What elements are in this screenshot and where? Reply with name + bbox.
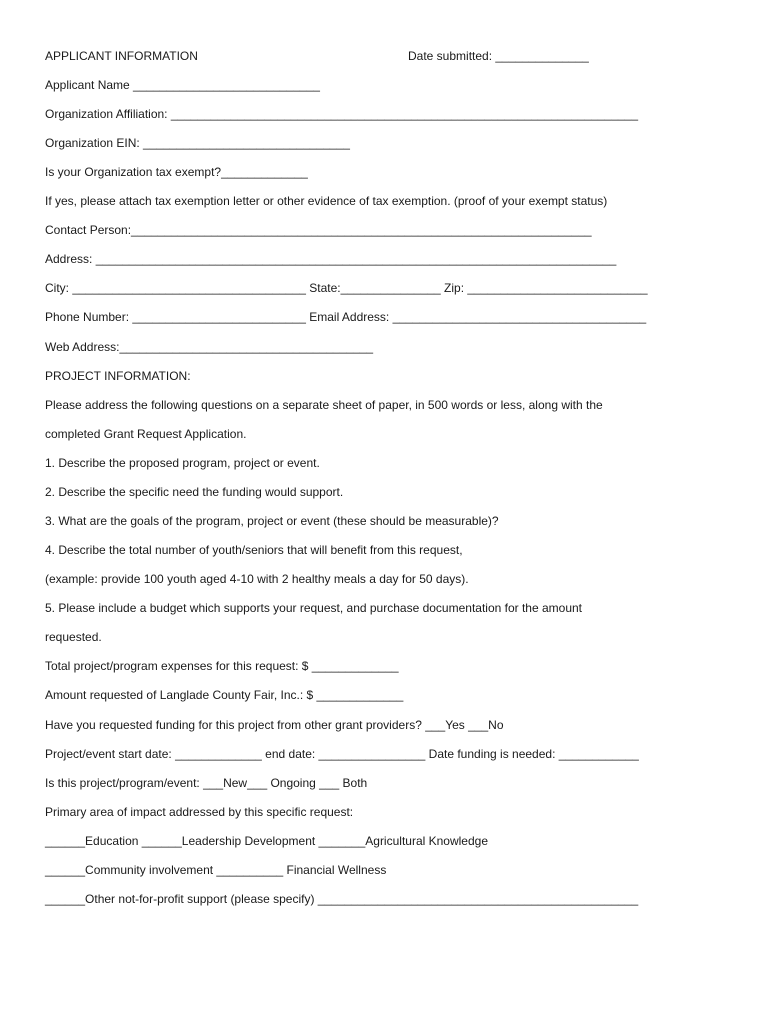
question-2: 2. Describe the specific need the funding would support. [45, 485, 344, 499]
contact-person-field[interactable]: Contact Person:_____________________________________________________________________ [45, 223, 592, 237]
impact-options-line-2[interactable]: ______Community involvement __________ Financial Wellness [45, 863, 387, 877]
project-heading: PROJECT INFORMATION: [45, 369, 191, 383]
question-1: 1. Describe the proposed program, project or event. [45, 456, 320, 470]
question-5: 5. Please include a budget which supports your request, and purchase documentation for the amount [45, 601, 583, 615]
project-instructions-line-1: Please address the following questions on a separate sheet of paper, in 500 words or less, along with the [45, 398, 603, 412]
question-5-continued: requested. [45, 630, 102, 644]
question-4-example: (example: provide 100 youth aged 4-10 with 2 healthy meals a day for 50 days). [45, 572, 469, 586]
impact-options-line-1[interactable]: ______Education ______Leadership Development _______Agricultural Knowledge [45, 834, 488, 848]
total-expenses-field[interactable]: Total project/program expenses for this request: $ _____________ [45, 659, 399, 673]
project-type-field[interactable]: Is this project/program/event: ___New___ Ongoing ___ Both [45, 776, 368, 790]
applicant-name-field[interactable]: Applicant Name ____________________________ [45, 78, 320, 92]
impact-options-line-3[interactable]: ______Other not-for-profit support (please specify) ________________________________________________ [45, 892, 639, 906]
date-submitted-field[interactable]: Date submitted: ______________ [408, 49, 589, 63]
other-funding-field[interactable]: Have you requested funding for this project from other grant providers? ___Yes ___No [45, 718, 504, 732]
tax-exempt-field[interactable]: Is your Organization tax exempt?_____________ [45, 165, 308, 179]
project-instructions-line-2: completed Grant Request Application. [45, 427, 247, 441]
question-4: 4. Describe the total number of youth/seniors that will benefit from this request, [45, 543, 463, 557]
web-address-field[interactable]: Web Address:______________________________________ [45, 340, 374, 354]
applicant-heading: APPLICANT INFORMATION [45, 49, 198, 63]
project-dates-field[interactable]: Project/event start date: _____________ end date: ________________ Date funding is needed: ____________ [45, 747, 639, 761]
question-3: 3. What are the goals of the program, project or event (these should be measurable)? [45, 514, 499, 528]
organization-ein-field[interactable]: Organization EIN: _______________________________ [45, 136, 350, 150]
city-state-zip-field[interactable]: City: ___________________________________ State:_______________ Zip: ___________________________ [45, 281, 648, 295]
tax-exempt-note: If yes, please attach tax exemption letter or other evidence of tax exemption. (proof of your exempt status) [45, 194, 608, 208]
amount-requested-field[interactable]: Amount requested of Langlade County Fair, Inc.: $ _____________ [45, 688, 404, 702]
address-field[interactable]: Address: ______________________________________________________________________________ [45, 252, 617, 266]
phone-email-field[interactable]: Phone Number: __________________________ Email Address: ______________________________________ [45, 310, 647, 324]
impact-heading: Primary area of impact addressed by this specific request: [45, 805, 354, 819]
organization-affiliation-field[interactable]: Organization Affiliation: ______________________________________________________________________ [45, 107, 639, 121]
